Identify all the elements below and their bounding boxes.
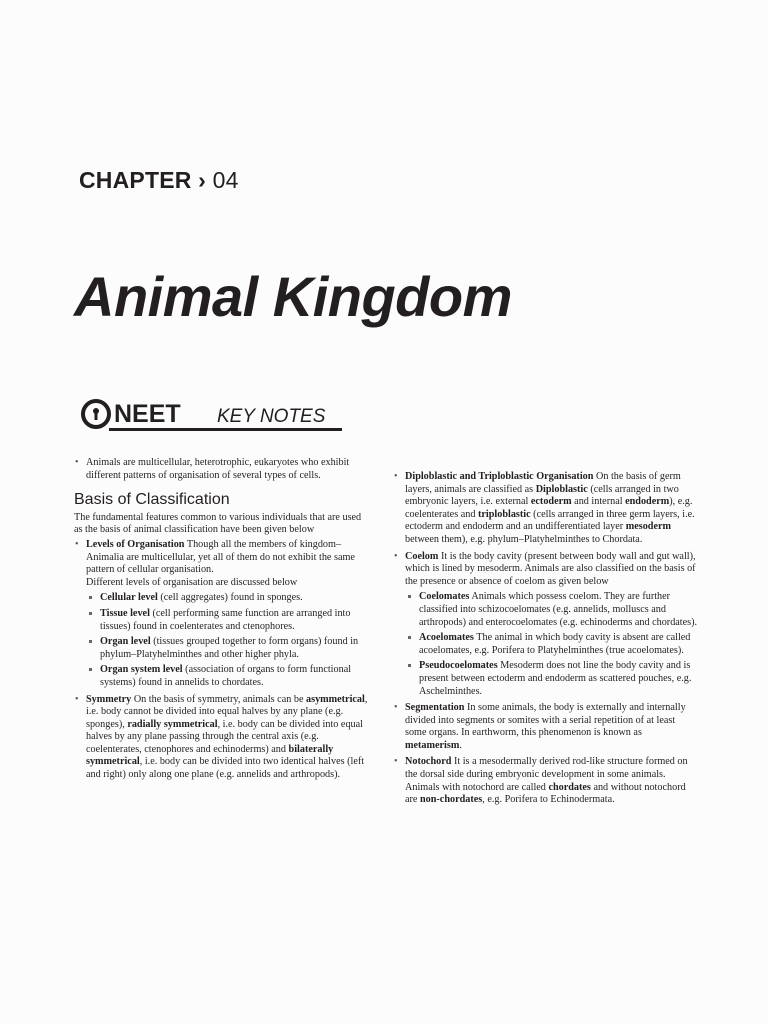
list-item: Coelomates Animals which possess coelom. They are further classified into schizocoelomates (e.g. annelids, molluscs and arthropods) and enterocoelomates (e.g. echinoderms and chordates). [405, 591, 698, 629]
list-item: Tissue level (cell performing same function are arranged into tissues) found in coelenterates and ctenophores. [86, 608, 370, 633]
list-item: Cellular level (cell aggregates) found in sponges. [86, 592, 370, 605]
chapter-number: 04 [212, 167, 239, 193]
list-item-coelom: • Coelom It is the body cavity (present between body wall and gut wall), which is lined by mesoderm. Animals are also classified on the basis of the presence or absence of coelom as given below Coelomates Animals which possess coelom. They are further classified into schizocoelomates (e.g. annelids, molluscs and arthropods) and enterocoelomates (e.g. echinoderms and chordates). Acoelomates The animal in which body cavity is absent are called acoelomates, e.g. Porifera to Platyhelminthes (true acoelomates). Pseudocoelomates Mesoderm does not line the body cavity and is present between ectoderm and endoderm as scattered pouches, e.g. Aschelminthes. [393, 551, 698, 699]
chevron-right-icon: › [198, 167, 207, 193]
list-item-intro: • Animals are multicellular, heterotrophic, eukaryotes who exhibit different patterns of organisation of several types of cells. [74, 457, 370, 482]
list-item: Pseudocoelomates Mesoderm does not line the body cavity and is present between ectoderm and endoderm as scattered pouches, e.g. Aschelminthes. [405, 660, 698, 698]
logo-underline [109, 428, 342, 431]
levels-subtext: Different levels of organisation are discussed below [86, 576, 298, 588]
list-item: Organ system level (association of organs to form functional systems) found in annelids to chordates. [86, 664, 370, 689]
list-item-diploblastic: • Diploblastic and Triploblastic Organisation On the basis of germ layers, animals are classified as Diploblastic (cells arranged in two embryonic layers, i.e. external ectoderm and internal endoderm), e.g. coelenterates and triploblastic (cells arranged in three germ layers, i.e. ectoderm and endoderm and an undifferentiated layer mesoderm between them), e.g. phylum–Platyhelminthes to Chordata. [393, 471, 698, 547]
list-item: Acoelomates The animal in which body cavity is absent are called acoelomates, e.g. Porifera to Platyhelminthes (true acoelomates). [405, 632, 698, 657]
list-item: Organ level (tissues grouped together to form organs) found in phylum–Platyhelminthes and other higher phyla. [86, 636, 370, 661]
list-item-segmentation: • Segmentation In some animals, the body is externally and internally divided into segments or somites with a serial repetition of at least some organs. In earthworm, this phenomenon is known as metamerism. [393, 702, 698, 752]
neet-key-notes-logo [78, 396, 348, 436]
list-item-levels: • Levels of Organisation Though all the members of kingdom–Animalia are multicellular, yet all of them do not exhibit the same pattern of cellular organisation. Different levels of organisation are discussed below Cellular level (cell aggregates) found in sponges. Tissue level (cell performing same function are arranged into tissues) found in coelenterates and ctenophores. Organ level (tissues grouped together to form organs) found in phylum–Platyhelminthes and other higher phyla. Organ system level (association of organs to form functional systems) found in annelids to chordates. [74, 539, 370, 690]
list-item-symmetry: • Symmetry On the basis of symmetry, animals can be asymmetrical, i.e. body cannot be divided into equal halves by any plane (e.g. sponges), radially symmetrical, i.e. body can be divided into equal halves by any plane passing through the central axis (e.g. coelenterates, ctenophores and echinoderms) and bilaterally symmetrical, i.e. body can be divided into two identical halves (left and right) only along one plane (e.g. annelids and arthropods). [74, 694, 370, 782]
chapter-heading [79, 167, 239, 194]
basis-paragraph: The fundamental features common to various individuals that are used as the basis of animal classification have been given below [74, 511, 362, 536]
right-column [393, 471, 698, 811]
left-column [74, 457, 370, 786]
logo-neet: NEET [114, 400, 181, 428]
list-item-notochord: • Notochord It is a mesodermally derived rod-like structure formed on the dorsal side during embryonic development in some animals. Animals with notochord are called chordates and without notochord are non-chordates, e.g. Porifera to Echinodermata. [393, 756, 698, 806]
page-title: Animal Kingdom [74, 265, 512, 328]
chapter-label: CHAPTER [79, 167, 192, 193]
logo-key-notes: KEY NOTES [217, 406, 326, 427]
section-heading: Basis of Classification [74, 491, 230, 509]
